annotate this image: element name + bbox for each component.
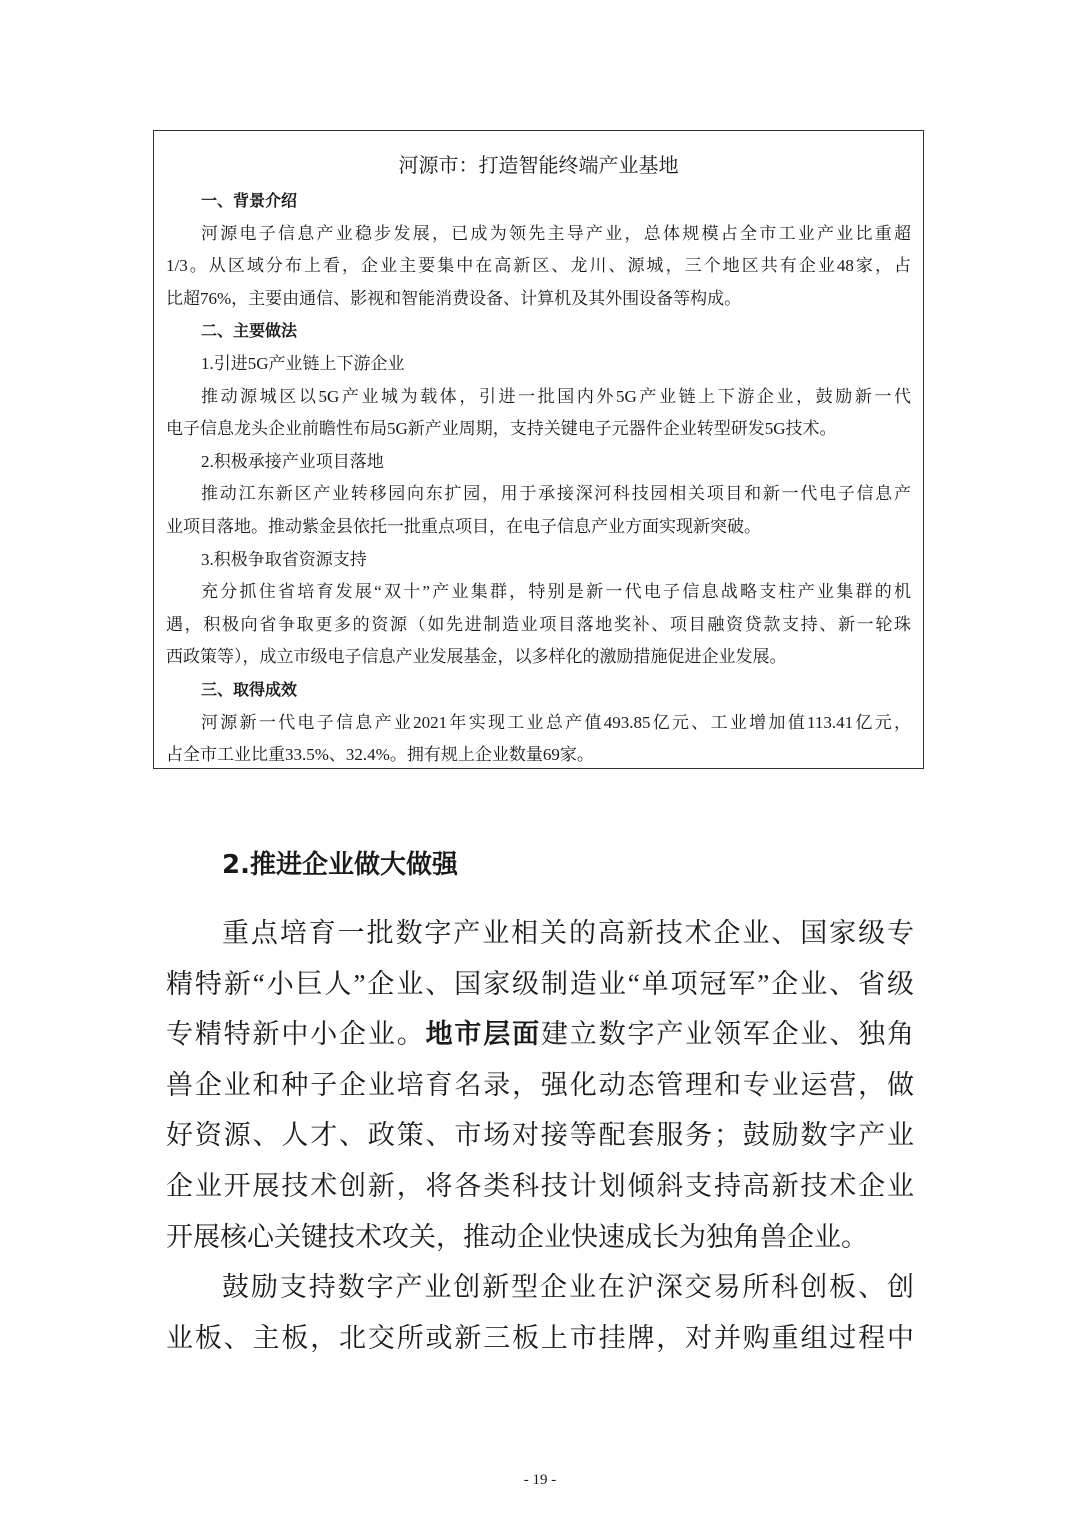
case-study-title: 河源市：打造智能终端产业基地 <box>398 153 679 177</box>
box-paragraph-line: 电子信息龙头企业前瞻性布局5G新产业周期，支持关键电子元器件企业转型研发5G技术。 <box>166 419 837 439</box>
paragraph-line <box>166 908 914 959</box>
paragraph-line <box>166 959 914 1010</box>
text-segment: 建立数字产业领军企业、独角 <box>540 1019 914 1050</box>
box-paragraph-line: 推动源城区以5G产业城为载体，引进一批国内外5G产业链上下游企业，鼓励新一代 <box>201 386 911 406</box>
page-number: - 19 - <box>523 1472 557 1488</box>
box-section-heading: 一、背景介绍 <box>201 191 298 210</box>
box-paragraph-line: 占全市工业比重33.5%、32.4%。拥有规上企业数量69家。 <box>166 745 594 765</box>
box-paragraph-line: 西政策等），成立市级电子信息产业发展基金，以多样化的激励措施促进企业发展。 <box>166 647 787 667</box>
box-paragraph-line: 比超76%，主要由通信、影视和智能消费设备、计算机及其外围设备等构成。 <box>166 288 742 308</box>
box-paragraph-line: 1/3。从区域分布上看，企业主要集中在高新区、龙川、源城，三个地区共有企业48家，占 <box>166 256 911 276</box>
paragraph-line <box>166 1110 914 1161</box>
emphasis-text: 地市层面 <box>425 1019 541 1051</box>
paragraph-line <box>166 1262 914 1313</box>
paragraph-line <box>166 1313 914 1364</box>
text-segment: 兽企业和种子企业培育名录，强化动态管理和专业运营，做 <box>166 1069 914 1100</box>
text-segment: 精特新“小巨人”企业、国家级制造业“单项冠军”企业、省级 <box>166 968 914 999</box>
box-paragraph-line: 充分抓住省培育发展“双十”产业集群，特别是新一代电子信息战略支柱产业集群的机 <box>201 582 911 602</box>
text-segment: 好资源、人才、政策、市场对接等配套服务；鼓励数字产业 <box>166 1120 914 1151</box>
box-paragraph-line: 推动江东新区产业转移园向东扩园，用于承接深河科技园相关项目和新一代电子信息产 <box>201 484 911 504</box>
text-segment: 开展核心关键技术攻关，推动企业快速成长为独角兽企业。 <box>166 1221 868 1252</box>
case-study-box <box>153 130 924 769</box>
section-heading: 2.推进企业做大做强 <box>222 850 458 880</box>
text-segment: 企业开展技术创新，将各类科技计划倾斜支持高新技术企业 <box>166 1170 914 1201</box>
box-subheading: 3.积极争取省资源支持 <box>201 549 367 569</box>
box-section-heading: 三、取得成效 <box>201 679 298 699</box>
paragraph-line <box>166 1060 914 1111</box>
text-segment: 专精特新中小企业。 <box>166 1019 426 1050</box>
box-paragraph-line: 业项目落地。推动紫金县依托一批重点项目，在电子信息产业方面实现新突破。 <box>166 516 761 536</box>
text-segment: 业板、主板，北交所或新三板上市挂牌，对并购重组过程中 <box>166 1322 914 1353</box>
paragraph-line <box>166 1161 914 1212</box>
section-body <box>166 908 914 1363</box>
box-paragraph-line: 遇，积极向省争取更多的资源（如先进制造业项目落地奖补、项目融资贷款支持、新一轮珠 <box>166 614 911 634</box>
box-paragraph-line: 河源新一代电子信息产业2021年实现工业总产值493.85亿元、工业增加值113.41亿元， <box>201 712 911 732</box>
box-section-heading: 二、主要做法 <box>201 321 298 341</box>
paragraph-line <box>166 1212 914 1263</box>
text-segment: 重点培育一批数字产业相关的高新技术企业、国家级专 <box>222 918 914 948</box>
case-study-content <box>166 185 911 772</box>
text-segment: 鼓励支持数字产业创新型企业在沪深交易所科创板、创 <box>222 1272 914 1303</box>
box-subheading: 2.积极承接产业项目落地 <box>201 451 384 471</box>
box-subheading: 1.引进5G产业链上下游企业 <box>201 353 405 373</box>
box-paragraph-line: 河源电子信息产业稳步发展，已成为领先主导产业，总体规模占全市工业产业比重超 <box>201 223 911 243</box>
paragraph-line <box>166 1009 914 1060</box>
